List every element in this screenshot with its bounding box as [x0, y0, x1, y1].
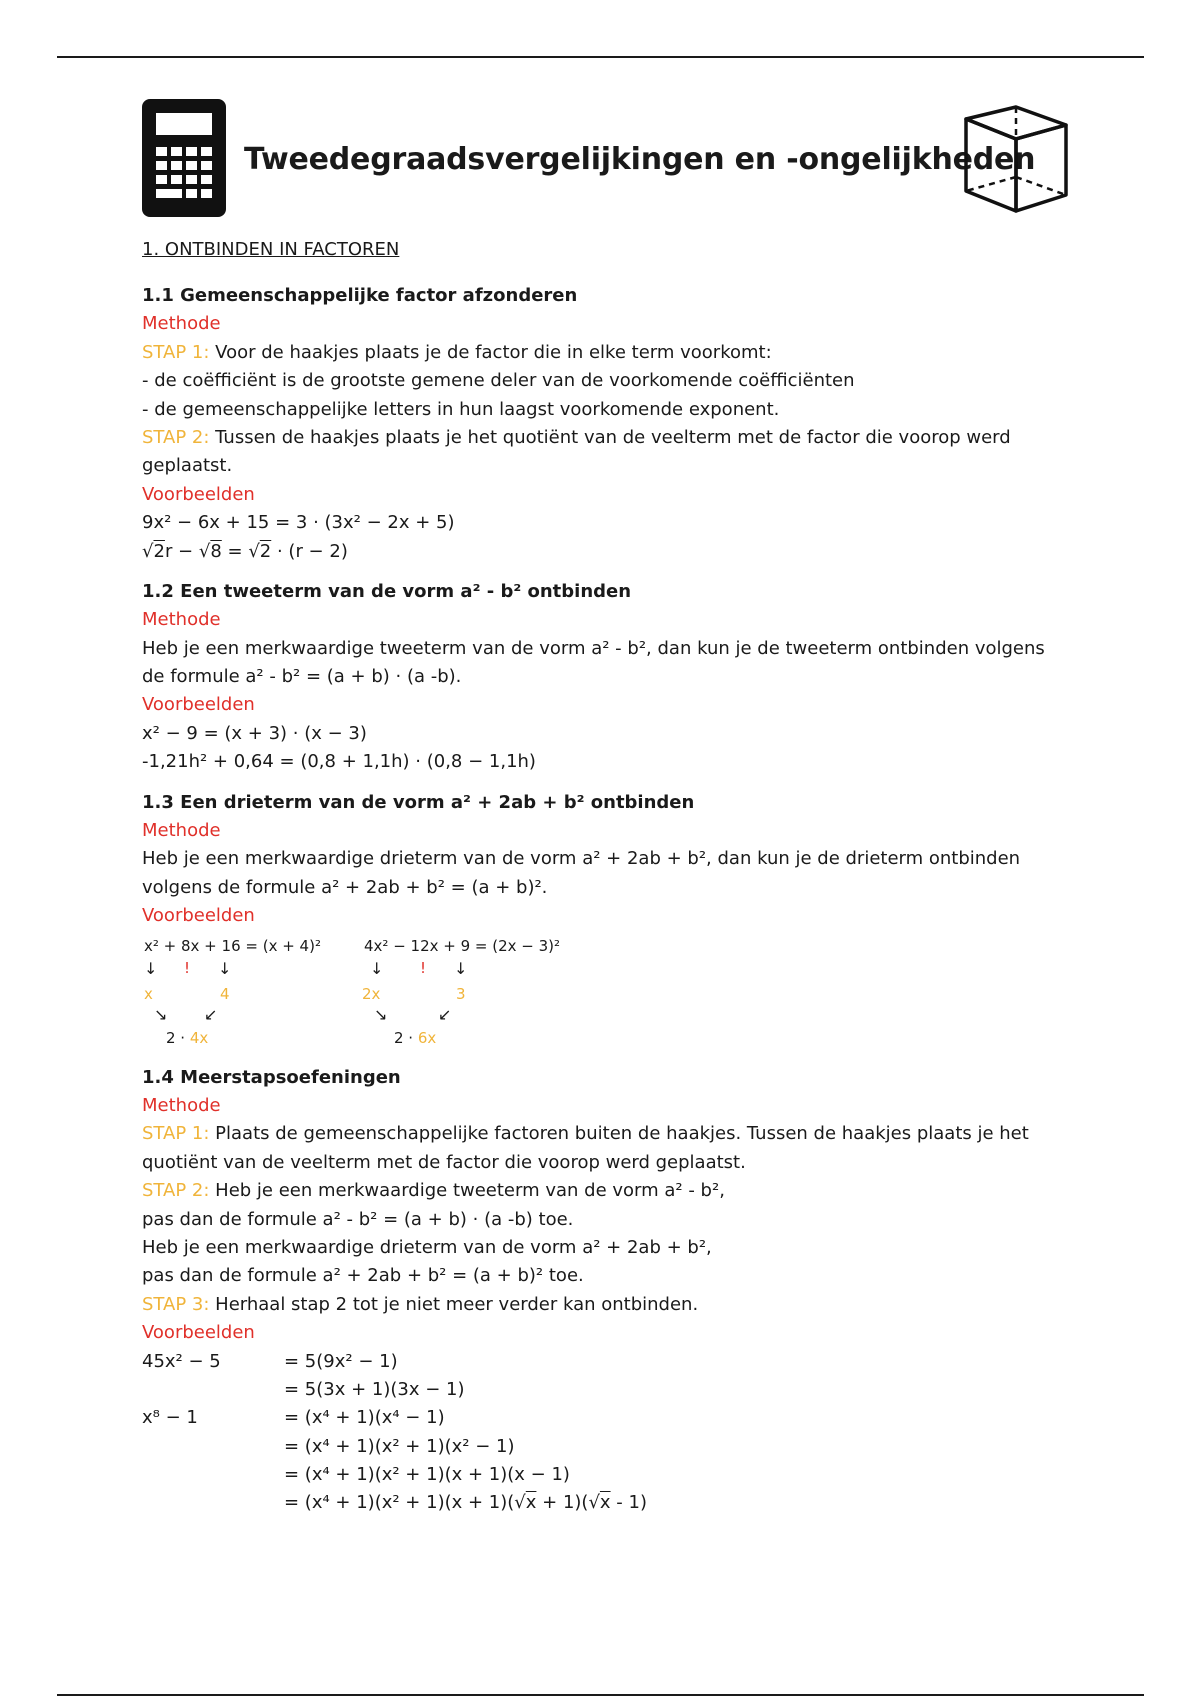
diagram-formula: x² + 8x + 16 = (x + 4)²: [144, 936, 321, 955]
step-line: [142, 424, 1072, 452]
example-step: = (x⁴ + 1)(x² + 1)(x + 1)(x − 1): [284, 1464, 570, 1486]
product-prefix: 2 ·: [166, 1028, 190, 1047]
exclamation-mark: !: [420, 958, 427, 977]
step-continuation: pas dan de formule a² - b² = (a + b) · (a -b) toe.: [142, 1208, 574, 1230]
step-label: STAP 1:: [142, 341, 210, 363]
example-line: 9x² − 6x + 15 = 3 · (3x² − 2x + 5): [142, 512, 455, 534]
example-line: -1,21h² + 0,64 = (0,8 + 1,1h) · (0,8 − 1,1h): [142, 751, 536, 773]
body-line: de formule a² - b² = (a + b) · (a -b).: [142, 666, 462, 688]
step-text: Plaats de gemeenschappelijke factoren buiten de haakjes. Tussen de haakjes plaats je het: [209, 1123, 1029, 1145]
subsection-title: 1.3 Een drieterm van de vorm a² + 2ab + b² ontbinden: [142, 791, 695, 813]
example-step: = (x⁴ + 1)(x⁴ − 1): [284, 1407, 445, 1429]
example-step: [284, 1489, 1072, 1517]
factoring-diagrams: [142, 935, 1072, 1058]
exclamation-mark: !: [184, 958, 191, 977]
multistep-example: [142, 1348, 1072, 1405]
step-continuation: geplaatst.: [142, 455, 233, 477]
example-step: = 5(9x² − 1): [284, 1350, 398, 1372]
example-expression: x⁸ − 1: [142, 1407, 198, 1429]
voorbeelden-label: Voorbeelden: [142, 905, 255, 927]
diagonal-arrow: ↘: [154, 1004, 168, 1024]
top-rule: [57, 56, 1144, 58]
example-line: x² − 9 = (x + 3) · (x − 3): [142, 722, 367, 744]
sqrt-sign: √: [142, 540, 154, 562]
step-line: [142, 1120, 1072, 1148]
subsection-title: 1.4 Meerstapsoefeningen: [142, 1066, 401, 1088]
product-prefix: 2 ·: [394, 1028, 418, 1047]
diagonal-arrow: ↘: [374, 1004, 388, 1024]
body-line: Heb je een merkwaardige drieterm van de vorm a² + 2ab + b², dan kun je de drieterm ontbinden: [142, 848, 1021, 870]
math-text: = √: [221, 540, 260, 562]
bottom-rule: [57, 1694, 1144, 1696]
voorbeelden-label: Voorbeelden: [142, 1322, 255, 1344]
body-line: Heb je een merkwaardige tweeterm van de vorm a² - b², dan kun je de tweeterm ontbinden volgens: [142, 637, 1045, 659]
step-text: Tussen de haakjes plaats je het quotiënt van de veelterm met de factor die voorop werd: [209, 426, 1011, 448]
step-line: [142, 1291, 1072, 1319]
step-continuation: Heb je een merkwaardige drieterm van de vorm a² + 2ab + b²,: [142, 1236, 712, 1258]
example-expression: 45x² − 5: [142, 1350, 221, 1372]
step-line: [142, 339, 1072, 367]
math-text: + 1)(√: [536, 1492, 600, 1514]
down-arrow: ↓: [454, 958, 468, 978]
down-arrow: ↓: [144, 958, 158, 978]
term-a: 2x: [362, 984, 381, 1003]
methode-label: Methode: [142, 609, 221, 631]
voorbeelden-label: Voorbeelden: [142, 483, 255, 505]
methode-label: Methode: [142, 313, 221, 335]
body-line: volgens de formule a² + 2ab + b² = (a + b)².: [142, 876, 548, 898]
product-value: 6x: [417, 1028, 437, 1047]
example-step: = 5(3x + 1)(3x − 1): [284, 1378, 465, 1400]
down-arrow: ↓: [218, 958, 232, 978]
page-title: Tweedegraadsvergelijkingen en -ongelijkheden: [244, 142, 1036, 177]
term-b: 4: [220, 984, 230, 1003]
page-content: [142, 236, 1072, 1518]
term-b: 3: [456, 984, 466, 1003]
subsection-title: 1.2 Een tweeterm van de vorm a² - b² ontbinden: [142, 580, 632, 602]
step-label: STAP 2:: [142, 1180, 210, 1202]
double-product: [166, 1029, 208, 1047]
bullet-line: - de gemeenschappelijke letters in hun laagst voorkomende exponent.: [142, 398, 780, 420]
math-text: r − √: [164, 540, 211, 562]
bullet-line: - de coëfficiënt is de grootste gemene deler van de voorkomende coëfficiënten: [142, 370, 855, 392]
step-continuation: quotiënt van de veelterm met de factor die voorop werd geplaatst.: [142, 1151, 746, 1173]
step-label: STAP 1:: [142, 1123, 210, 1145]
step-label: STAP 3:: [142, 1293, 210, 1315]
factoring-diagram: [142, 935, 352, 1058]
diagonal-arrow: ↙: [204, 1004, 218, 1024]
math-text: · (r − 2): [271, 540, 348, 562]
voorbeelden-label: Voorbeelden: [142, 694, 255, 716]
methode-label: Methode: [142, 820, 221, 842]
math-text: = (x⁴ + 1)(x² + 1)(x + 1)(√: [284, 1492, 526, 1514]
radicand: 2: [259, 540, 272, 562]
diagram-formula: 4x² − 12x + 9 = (2x − 3)²: [364, 936, 561, 955]
multistep-example: [142, 1404, 1072, 1518]
step-continuation: pas dan de formule a² + 2ab + b² = (a + b)² toe.: [142, 1265, 584, 1287]
double-product: [394, 1029, 436, 1047]
methode-label: Methode: [142, 1094, 221, 1116]
step-text: Herhaal stap 2 tot je niet meer verder kan ontbinden.: [209, 1293, 699, 1315]
math-text: - 1): [610, 1492, 647, 1514]
step-text: Heb je een merkwaardige tweeterm van de vorm a² - b²,: [209, 1180, 725, 1202]
product-value: 4x: [189, 1028, 209, 1047]
radicand: x: [525, 1492, 537, 1514]
step-label: STAP 2:: [142, 426, 210, 448]
section-heading: 1. ONTBINDEN IN FACTOREN: [142, 239, 400, 260]
step-text: Voor de haakjes plaats je de factor die in elke term voorkomt:: [209, 341, 772, 363]
example-step: = (x⁴ + 1)(x² + 1)(x² − 1): [284, 1435, 515, 1457]
factoring-diagram: [362, 935, 572, 1058]
page-header: [142, 98, 1072, 220]
diagonal-arrow: ↙: [438, 1004, 452, 1024]
cube-icon: [960, 103, 1072, 215]
subsection-title: 1.1 Gemeenschappelijke factor afzonderen: [142, 285, 578, 306]
radicand: 8: [210, 540, 222, 562]
example-line: [142, 538, 1072, 566]
radicand: x: [599, 1492, 611, 1514]
step-line: [142, 1177, 1072, 1205]
term-a: x: [144, 984, 153, 1003]
calculator-icon: [142, 99, 226, 217]
radicand: 2: [153, 540, 165, 562]
down-arrow: ↓: [370, 958, 384, 978]
